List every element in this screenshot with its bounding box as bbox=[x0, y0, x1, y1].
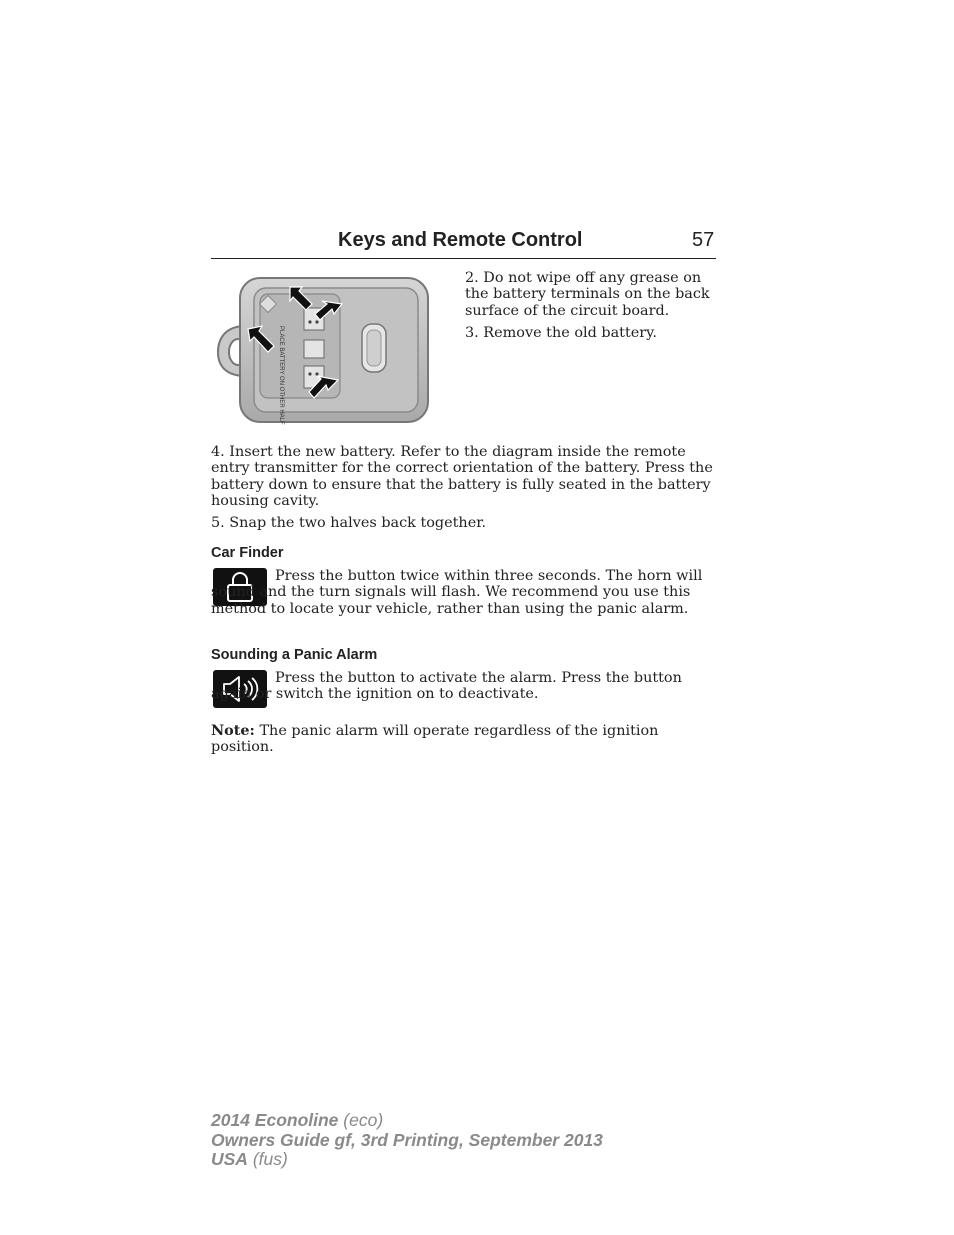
header-divider bbox=[211, 258, 716, 259]
step-3-text: 3. Remove the old battery. bbox=[465, 325, 657, 341]
note-paragraph bbox=[211, 723, 716, 756]
footer-line-3 bbox=[211, 1150, 603, 1170]
panic-alarm-heading: Sounding a Panic Alarm bbox=[211, 647, 378, 663]
note-text: The panic alarm will operate regardless of the ignition position. bbox=[211, 723, 659, 756]
step-4-text: 4. Insert the new battery. Refer to the diagram inside the remote entry transmitter for the correct orientation of the battery. Press the battery down to ensure that the battery is fully seated in the battery housing cavity. bbox=[211, 444, 713, 510]
page-number: 57 bbox=[692, 229, 715, 251]
step-2-text: 2. Do not wipe off any grease on the battery terminals on the back surface of the circuit board. bbox=[465, 270, 710, 319]
car-finder-heading: Car Finder bbox=[211, 545, 284, 561]
remote-battery-figure bbox=[216, 274, 432, 426]
note-label: Note: bbox=[211, 722, 255, 739]
footer-line-2: Owners Guide gf, 3rd Printing, September 2013 bbox=[211, 1129, 603, 1150]
car-finder-text: Press the button twice within three seconds. The horn will sound and the turn signals will flash. We recommend you use this method to locate your vehicle, rather than using the panic alarm. bbox=[211, 568, 703, 617]
section-title: Keys and Remote Control bbox=[338, 229, 583, 251]
footer-model: 2014 Econoline bbox=[211, 1110, 339, 1130]
footer-market-code: (fus) bbox=[247, 1149, 288, 1169]
remote-battery-illustration bbox=[216, 274, 432, 426]
footer bbox=[211, 1111, 603, 1170]
figure-label: PLACE BATTERY ON OTHER HALF TOUCH TERMINALS bbox=[278, 326, 284, 426]
footer-market: USA bbox=[211, 1149, 248, 1169]
footer-model-code: (eco) bbox=[338, 1110, 384, 1130]
footer-line-1 bbox=[211, 1111, 603, 1131]
step-5-text: 5. Snap the two halves back together. bbox=[211, 515, 487, 531]
panic-alarm-text: Press the button to activate the alarm. Press the button again or switch the ignition on to deactivate. bbox=[211, 670, 682, 703]
